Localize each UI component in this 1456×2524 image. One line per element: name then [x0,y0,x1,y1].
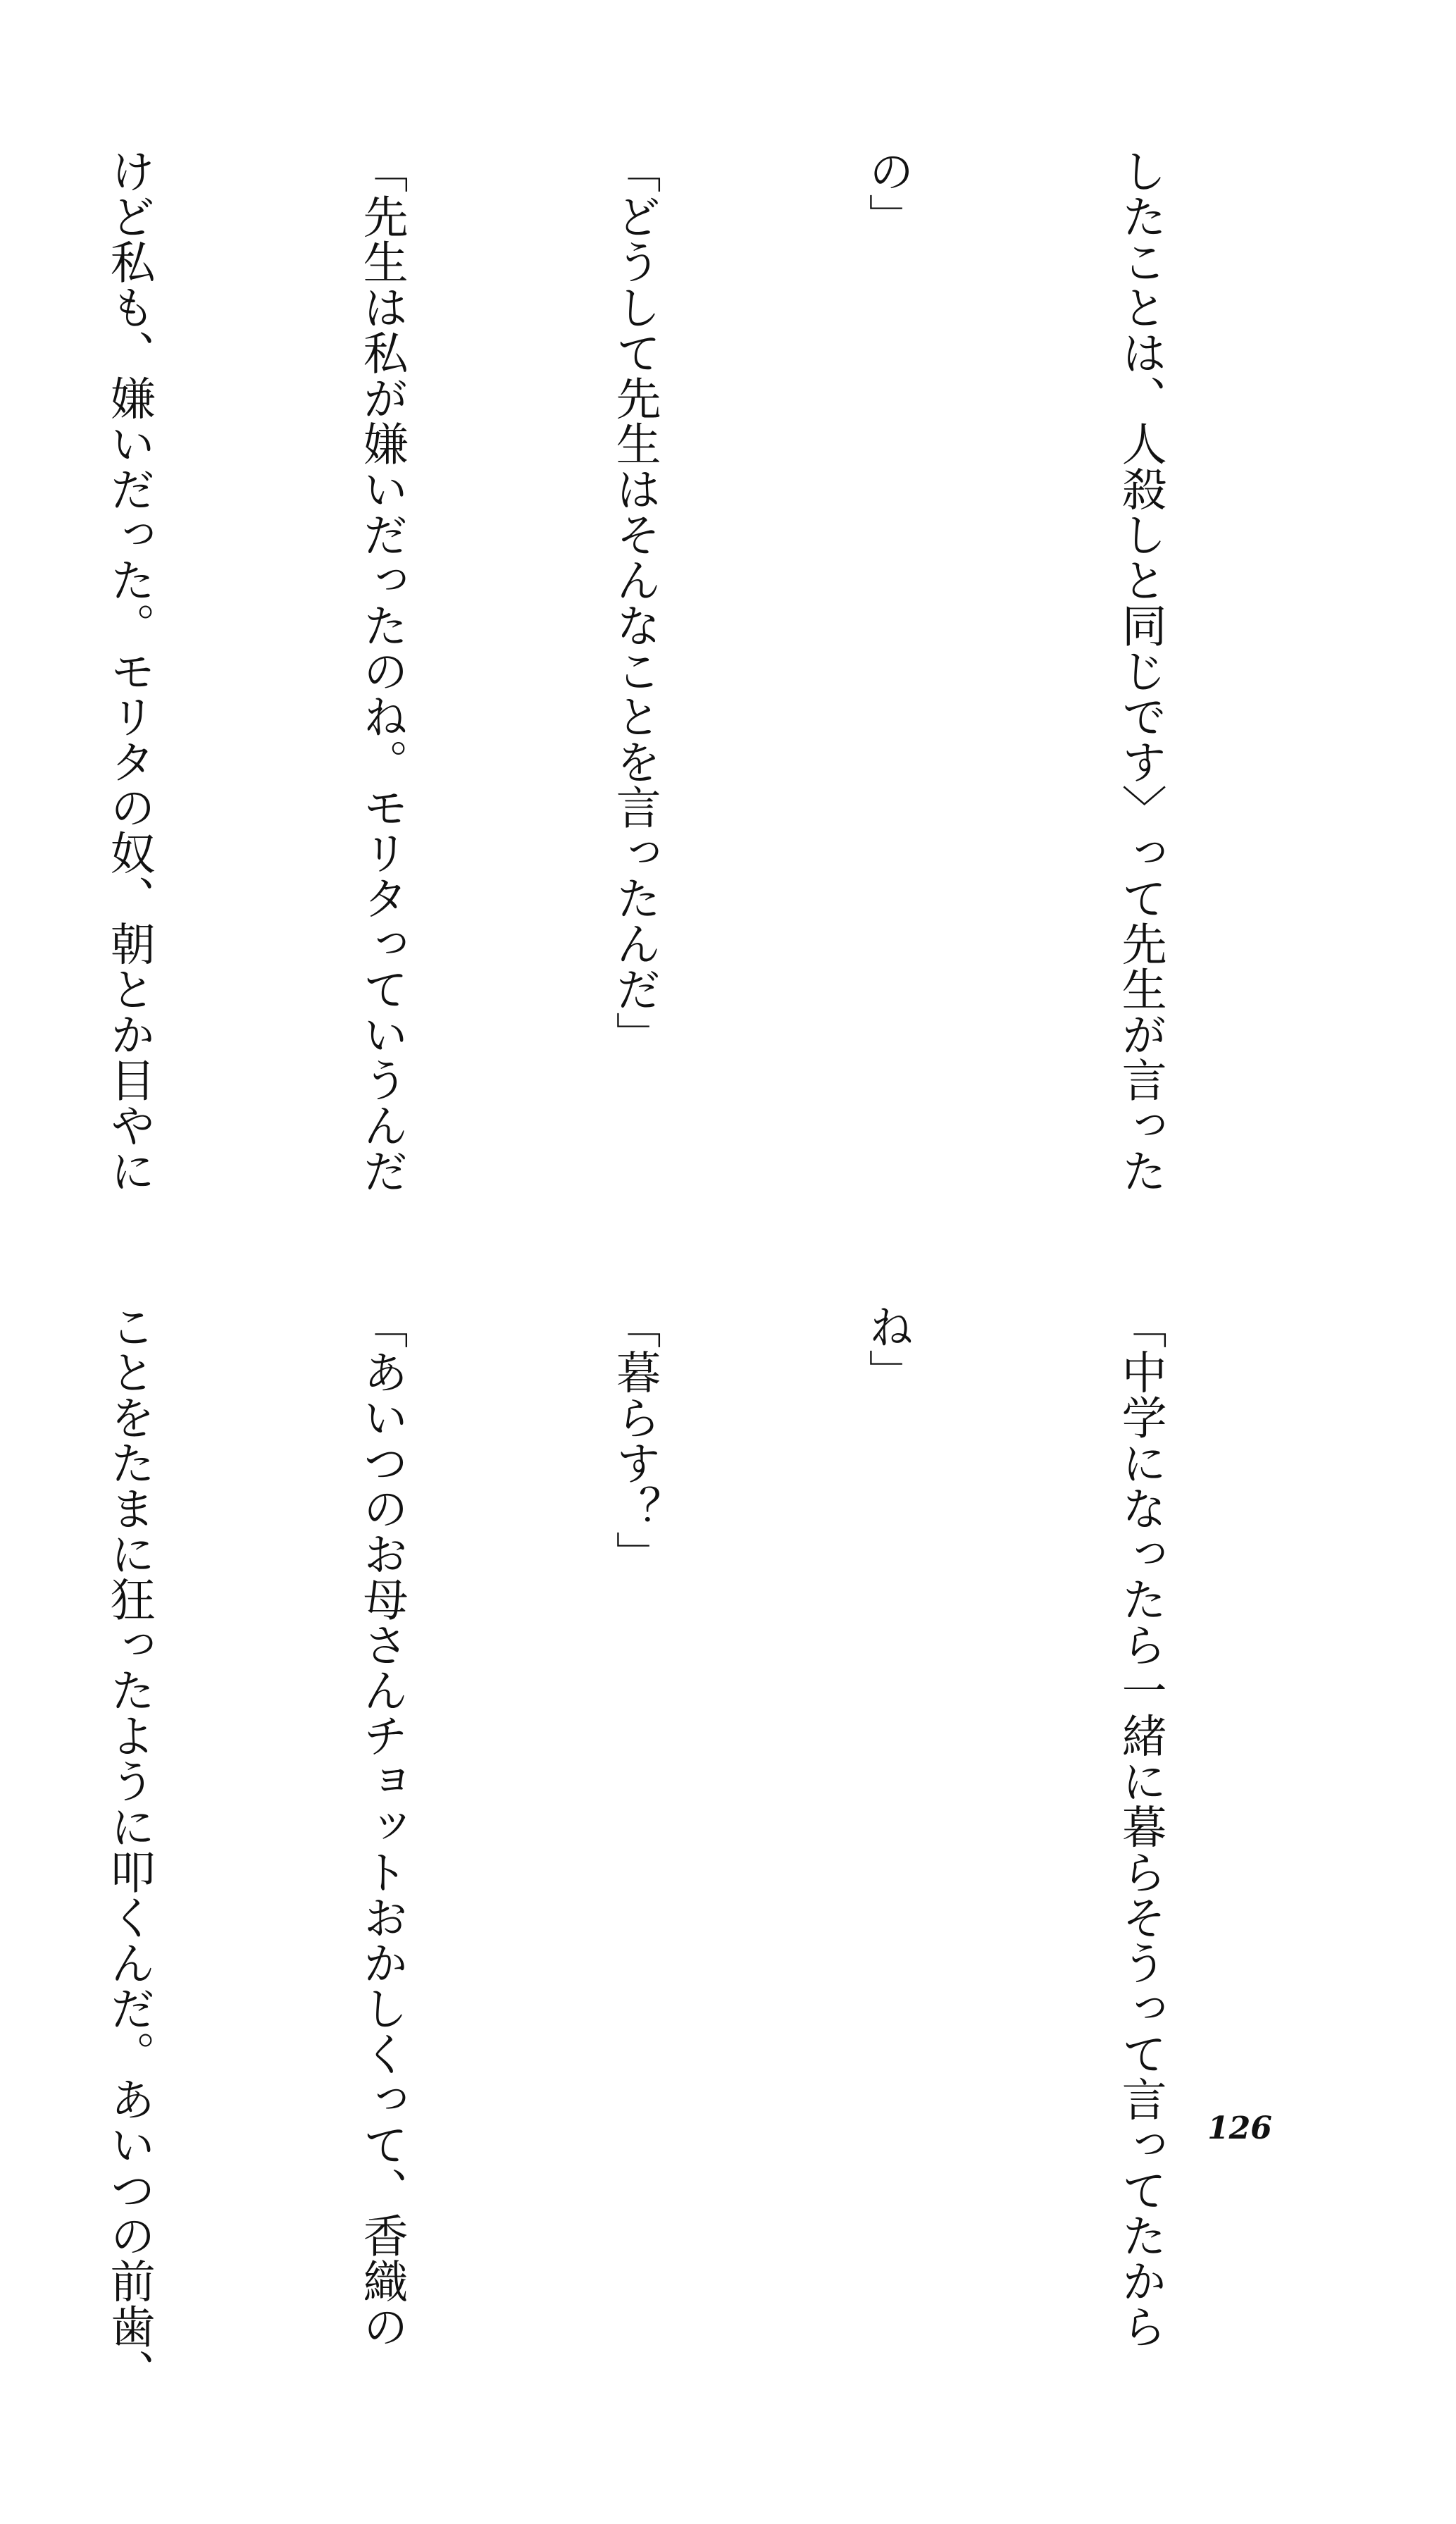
text-line: 「あいつのお母さんチョットおかしくって、香織の [355,1304,408,2349]
page-number: 126 [1207,2110,1272,2146]
text-line: 「中学になったら一緒に暮らそうって言ってたから [1114,1304,1166,2349]
text-line: したことは、人殺しと同じです〉って先生が言った [1114,148,1166,1194]
text-line: 「先生は私が嫌いだったのね。モリタっていうんだ [355,148,408,1194]
text-line: ことをたまに狂ったように叩くんだ。あいつの前歯、 [102,1304,155,2394]
text-line: 「暮らす？」 [608,1304,661,1576]
text-line: 「どうして先生はそんなことを言ったんだ」 [608,148,661,1057]
lower-text-block [26,1304,1350,2424]
text-line: の」 [861,148,914,239]
text-line: ね」 [861,1304,914,1394]
upper-text-block [26,148,1350,1289]
text-line: けど私も、嫌いだった。モリタの奴、朝とか目やに [102,148,155,1194]
